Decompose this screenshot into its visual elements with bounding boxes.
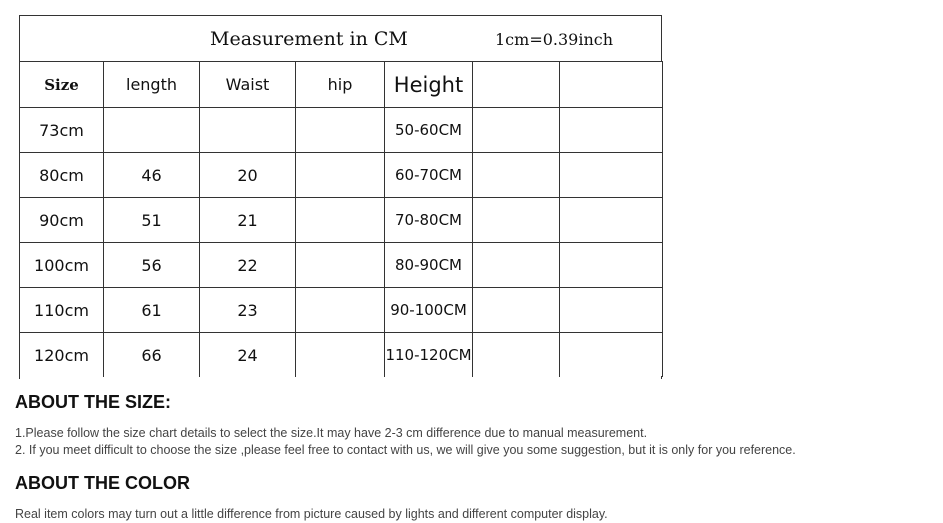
table-bottom-edge [19, 376, 662, 379]
table-row [20, 108, 663, 153]
cell-height: 50-60CM [385, 108, 473, 153]
cell-hip [296, 288, 385, 333]
about-color-heading: ABOUT THE COLOR [15, 473, 190, 493]
cell-empty [560, 288, 663, 333]
cell-hip [296, 333, 385, 378]
cell-hip [296, 243, 385, 288]
cell-empty [473, 108, 560, 153]
cell-empty [560, 198, 663, 243]
cell-height: 80-90CM [385, 243, 473, 288]
cell-empty [473, 153, 560, 198]
cell-empty [560, 333, 663, 378]
cell-size: 73cm [20, 108, 104, 153]
about-size-note-1: 1.Please follow the size chart details to select the size.It may have 2-3 cm difference due to manual measurement. [15, 426, 648, 440]
header-height: Height [385, 62, 473, 108]
cell-length: 46 [104, 153, 200, 198]
table-row [20, 333, 663, 378]
header-length: length [104, 62, 200, 108]
header-empty-1 [473, 62, 560, 108]
cell-hip [296, 153, 385, 198]
table-row [20, 243, 663, 288]
table-title: Measurement in CM [210, 28, 408, 50]
cell-hip [296, 108, 385, 153]
cell-height: 70-80CM [385, 198, 473, 243]
cell-length: 61 [104, 288, 200, 333]
cell-empty [473, 198, 560, 243]
cell-length: 56 [104, 243, 200, 288]
cell-empty [560, 243, 663, 288]
about-size-note-2: 2. If you meet difficult to choose the size ,please feel free to contact with us, we will give you some suggestion, but it is only for you reference. [15, 443, 796, 457]
table-row [20, 288, 663, 333]
cell-empty [473, 288, 560, 333]
cell-height: 110-120CM [385, 333, 473, 378]
cell-waist: 24 [200, 333, 296, 378]
cell-empty [560, 153, 663, 198]
header-waist: Waist [200, 62, 296, 108]
cell-size: 110cm [20, 288, 104, 333]
cell-waist: 22 [200, 243, 296, 288]
size-chart-table [19, 15, 662, 377]
cell-hip [296, 198, 385, 243]
cell-length: 66 [104, 333, 200, 378]
cell-length [104, 108, 200, 153]
cell-empty [473, 333, 560, 378]
table-title-row [19, 15, 662, 62]
size-grid [19, 61, 663, 377]
header-empty-2 [560, 62, 663, 108]
table-row [20, 153, 663, 198]
cell-waist: 20 [200, 153, 296, 198]
cell-size: 120cm [20, 333, 104, 378]
cell-size: 80cm [20, 153, 104, 198]
about-color-note: Real item colors may turn out a little difference from picture caused by lights and different computer display. [15, 507, 608, 521]
header-row [20, 62, 663, 108]
cell-waist: 23 [200, 288, 296, 333]
cell-height: 60-70CM [385, 153, 473, 198]
cell-size: 100cm [20, 243, 104, 288]
cell-waist: 21 [200, 198, 296, 243]
header-hip: hip [296, 62, 385, 108]
about-size-heading: ABOUT THE SIZE: [15, 392, 171, 412]
cell-size: 90cm [20, 198, 104, 243]
cell-height: 90-100CM [385, 288, 473, 333]
table-row [20, 198, 663, 243]
unit-conversion: 1cm=0.39inch [495, 30, 614, 49]
header-size: Size [20, 62, 104, 108]
cell-length: 51 [104, 198, 200, 243]
cell-empty [473, 243, 560, 288]
cell-waist [200, 108, 296, 153]
cell-empty [560, 108, 663, 153]
